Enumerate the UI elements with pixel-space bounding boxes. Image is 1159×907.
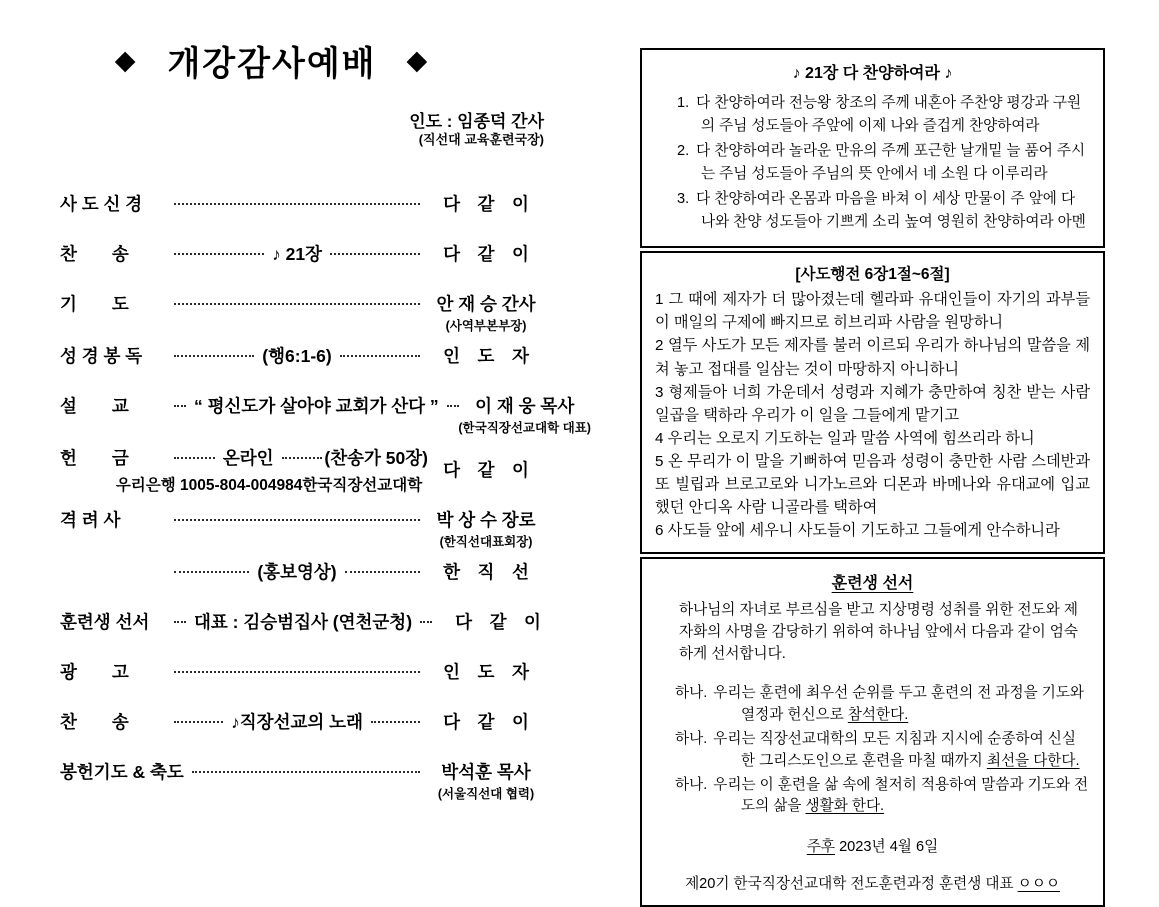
- order-of-worship-column: [60, 36, 591, 811]
- hymn-verse-2: [655, 140, 1090, 186]
- scripture-verse-6: 6 사도들 앞에 세우니 사도들이 기도하고 그들에게 안수하니라: [655, 522, 1060, 540]
- pledge-intro: 하나님의 자녀로 부르심을 받고 지상명령 성취를 위한 전도와 제자화의 사명을 감당하기 위하여 하나님 앞에서 다음과 같이 엄숙하게 선서합니다.: [679, 602, 1078, 663]
- worship-item-label: 설 교: [60, 395, 129, 416]
- dot-leader: [340, 343, 420, 357]
- worship-row-announcements: [60, 659, 544, 684]
- worship-item-label: 성 경 봉 독: [60, 345, 143, 366]
- service-leader-name: 인도 : 임종덕 간사: [409, 112, 544, 131]
- pledge-item-marker: 하나.: [675, 730, 708, 747]
- worship-item-detail: (행6:1-6): [262, 345, 332, 366]
- worship-item-label: 격 려 사: [60, 509, 121, 530]
- dot-leader: [174, 343, 254, 357]
- scripture-reference: [사도행전 6장1절~6절]: [795, 266, 950, 284]
- dot-leader: [174, 659, 420, 673]
- hymn-title: ♪ 21장 다 찬양하여라 ♪: [792, 65, 953, 82]
- worship-row-encouragement: [60, 507, 544, 550]
- dot-leader: [371, 709, 420, 723]
- dot-leader: [282, 445, 323, 459]
- dot-leader: [447, 393, 459, 407]
- diamond-icon: ◆: [114, 45, 138, 75]
- scripture-passage-box: [640, 251, 1105, 554]
- pledge-item-marker: 하나.: [675, 684, 708, 701]
- performer-title: (한직선대표회장): [439, 534, 533, 549]
- performer-name: 이 재 웅 목사: [475, 395, 575, 416]
- worship-row-trainee-pledge: [60, 609, 544, 634]
- dot-leader: [174, 291, 420, 305]
- worship-item-label: 봉헌기도 & 축도: [60, 761, 184, 782]
- dot-leader: [174, 393, 186, 407]
- worship-item-performer: [428, 759, 544, 802]
- service-leader-title: (직선대 교육훈련국장): [418, 132, 544, 148]
- dot-leader: [174, 609, 186, 623]
- worship-item-label: 찬 송: [60, 243, 129, 264]
- performer-title: (사역부본부장): [445, 318, 527, 333]
- worship-item-detail: ♪ 21장: [272, 243, 322, 264]
- pledge-item-2: [655, 729, 1090, 773]
- dot-leader: [174, 709, 223, 723]
- pledge-item-1: [655, 683, 1090, 727]
- performer-title: (한국직장선교대학 대표): [458, 420, 591, 435]
- pledge-item-text: 우리는 직장선교대학의 모든 지침과 지시에 순종하여 신실한 그리스도인으로 훈련을 마칠 때까지: [713, 730, 1076, 769]
- offering-detail: [115, 445, 429, 495]
- pledge-item-underlined: 참석한다.: [847, 706, 909, 723]
- worship-item-detail: 대표 : 김승범집사 (연천군청): [194, 611, 413, 632]
- offering-hymn: (찬송가 50장): [324, 447, 429, 468]
- pledge-item-3: [655, 775, 1090, 819]
- pledge-footer-name: ㅇㅇㅇ: [1017, 876, 1060, 893]
- hymn-verse-1: [655, 92, 1090, 138]
- pledge-item-text: 우리는 이 훈련을 삶 속에 철저히 적용하여 말씀과 기도와 전도의 삶을: [713, 776, 1089, 815]
- offering-method: 온라인: [222, 447, 274, 468]
- scripture-verse-3: 3 형제들아 너희 가운데서 성령과 지혜가 충만하여 칭찬 받는 사람 일곱을 택하라 우리가 이 일을 그들에게 맡기고: [655, 383, 1090, 424]
- dot-leader: [174, 191, 420, 205]
- pledge-footer-text: 제20기 한국직장선교대학 전도훈련과정 훈련생 대표: [685, 876, 1018, 893]
- scripture-verse-1: 1 그 때에 제자가 더 많아졌는데 헬라파 유대인들이 자기의 과부들이 매일의 구제에 빠지므로 히브리파 사람을 원망하니: [655, 291, 1090, 332]
- worship-item-performer: 인 도 자: [443, 661, 529, 682]
- worship-item-label: 찬 송: [60, 711, 129, 732]
- worship-item-performer: 다 같 이: [443, 193, 529, 214]
- pledge-item-underlined: 생활화 한다.: [805, 798, 885, 815]
- service-leader: [60, 111, 544, 149]
- scripture-verse-5: 5 온 무리가 이 말을 기뻐하여 믿음과 성령이 충만한 사람 스데반과 또 빌립과 브로고로와 니가노르와 디몬과 바메나와 유대교에 입교했던 안디옥 사람 니골라를 택하여: [655, 452, 1090, 517]
- dot-leader: [174, 507, 420, 521]
- pledge-date-prefix: 주후: [806, 839, 836, 856]
- dot-leader: [192, 759, 420, 773]
- verse-text: 다 찬양하여라 전능왕 창조의 주께 내혼아 주찬양 평강과 구원의 주님 성도들아 주앞에 이제 나와 즐겁게 찬양하여라: [696, 95, 1082, 135]
- worship-row-promo-video: [60, 559, 544, 584]
- worship-row-apostles-creed: [60, 191, 544, 216]
- worship-row-prayer: [60, 291, 544, 334]
- inserts-column: [640, 48, 1105, 907]
- sermon-title: “ 평신도가 살아야 교회가 산다 ”: [194, 395, 439, 416]
- pledge-item-underlined: 최선을 다한다.: [986, 752, 1080, 769]
- worship-item-performer: 다 같 이: [443, 243, 529, 264]
- dot-leader: [420, 609, 432, 623]
- scripture-verse-2: 2 열두 사도가 모든 제자를 불러 이르되 우리가 하나님의 말씀을 제쳐 놓고 접대를 일삼는 것이 마땅하지 아니하니: [655, 337, 1090, 378]
- pledge-date-rest: 2023년 4월 6일: [835, 839, 939, 856]
- verse-number: 1.: [677, 95, 690, 111]
- pledge-date: [655, 835, 1090, 856]
- performer-name: 안 재 승 간사: [436, 293, 536, 314]
- worship-row-sermon: [60, 393, 591, 436]
- worship-item-label: 훈련생 선서: [60, 611, 150, 632]
- worship-item-performer: [428, 507, 544, 550]
- diamond-icon: ◆: [406, 45, 430, 75]
- pledge-item-marker: 하나.: [675, 776, 708, 793]
- dot-leader: [345, 559, 420, 573]
- worship-item-label: 기 도: [60, 293, 129, 314]
- offering-bank-account: 우리은행 1005-804-004984한국직장선교대학: [115, 476, 423, 494]
- worship-order-list: [60, 191, 591, 802]
- page-title-text: 개강감사예배: [167, 45, 377, 83]
- worship-row-hymn: [60, 241, 544, 266]
- verse-text: 다 찬양하여라 온몸과 마음을 바쳐 이 세상 만물이 주 앞에 다 나와 찬양 성도들아 기쁘게 소리 높여 영원히 찬양하여라 아멘: [696, 191, 1086, 231]
- worship-item-label: 광 고: [60, 661, 129, 682]
- dot-leader: [330, 241, 420, 255]
- pledge-title: 훈련생 선서: [831, 575, 914, 593]
- verse-number: 3.: [677, 191, 690, 208]
- performer-name: 박 상 수 장로: [436, 509, 536, 530]
- worship-item-performer: 다 같 이: [443, 711, 529, 732]
- worship-row-closing-hymn: [60, 709, 544, 734]
- worship-item-performer: 인 도 자: [443, 345, 529, 366]
- performer-name: 박석훈 목사: [441, 761, 531, 782]
- trainee-pledge-box: [640, 557, 1105, 907]
- performer-title: (서울직선대 협력): [437, 786, 535, 801]
- worship-item-performer: 다 같 이: [455, 611, 541, 632]
- dot-leader: [174, 559, 249, 573]
- dot-leader: [174, 445, 215, 459]
- worship-item-detail: ♪직장선교의 노래: [231, 711, 363, 732]
- worship-item-label: 사 도 신 경: [60, 193, 143, 214]
- hymn-verse-3: [655, 188, 1090, 234]
- worship-row-benediction: [60, 759, 544, 802]
- verse-text: 다 찬양하여라 놀라운 만유의 주께 포근한 날개밑 늘 품어 주시는 주님 성도들아 주님의 뜻 안에서 네 소원 다 이루리라: [696, 143, 1086, 183]
- pledge-item-text: 우리는 훈련에 최우선 순위를 두고 훈련의 전 과정을 기도와 열정과 헌신으로: [713, 684, 1085, 723]
- worship-item-performer: [428, 291, 544, 334]
- worship-item-detail: (홍보영상): [257, 561, 337, 582]
- worship-item-performer: 다 같 이: [443, 460, 529, 480]
- worship-item-performer: 한 직 선: [443, 561, 529, 582]
- worship-item-label: 헌 금: [60, 447, 129, 468]
- dot-leader: [174, 241, 264, 255]
- pledge-signature-line: [655, 872, 1090, 893]
- worship-row-scripture-reading: [60, 343, 544, 368]
- hymn-lyrics-box: [640, 48, 1105, 248]
- worship-item-performer: [458, 393, 591, 436]
- verse-number: 2.: [677, 143, 690, 160]
- worship-row-offering: [60, 445, 544, 495]
- page-title: [60, 36, 484, 85]
- scripture-verse-4: 4 우리는 오로지 기도하는 일과 말씀 사역에 힘쓰리라 하니: [655, 429, 1035, 447]
- offering-line1: [166, 445, 428, 470]
